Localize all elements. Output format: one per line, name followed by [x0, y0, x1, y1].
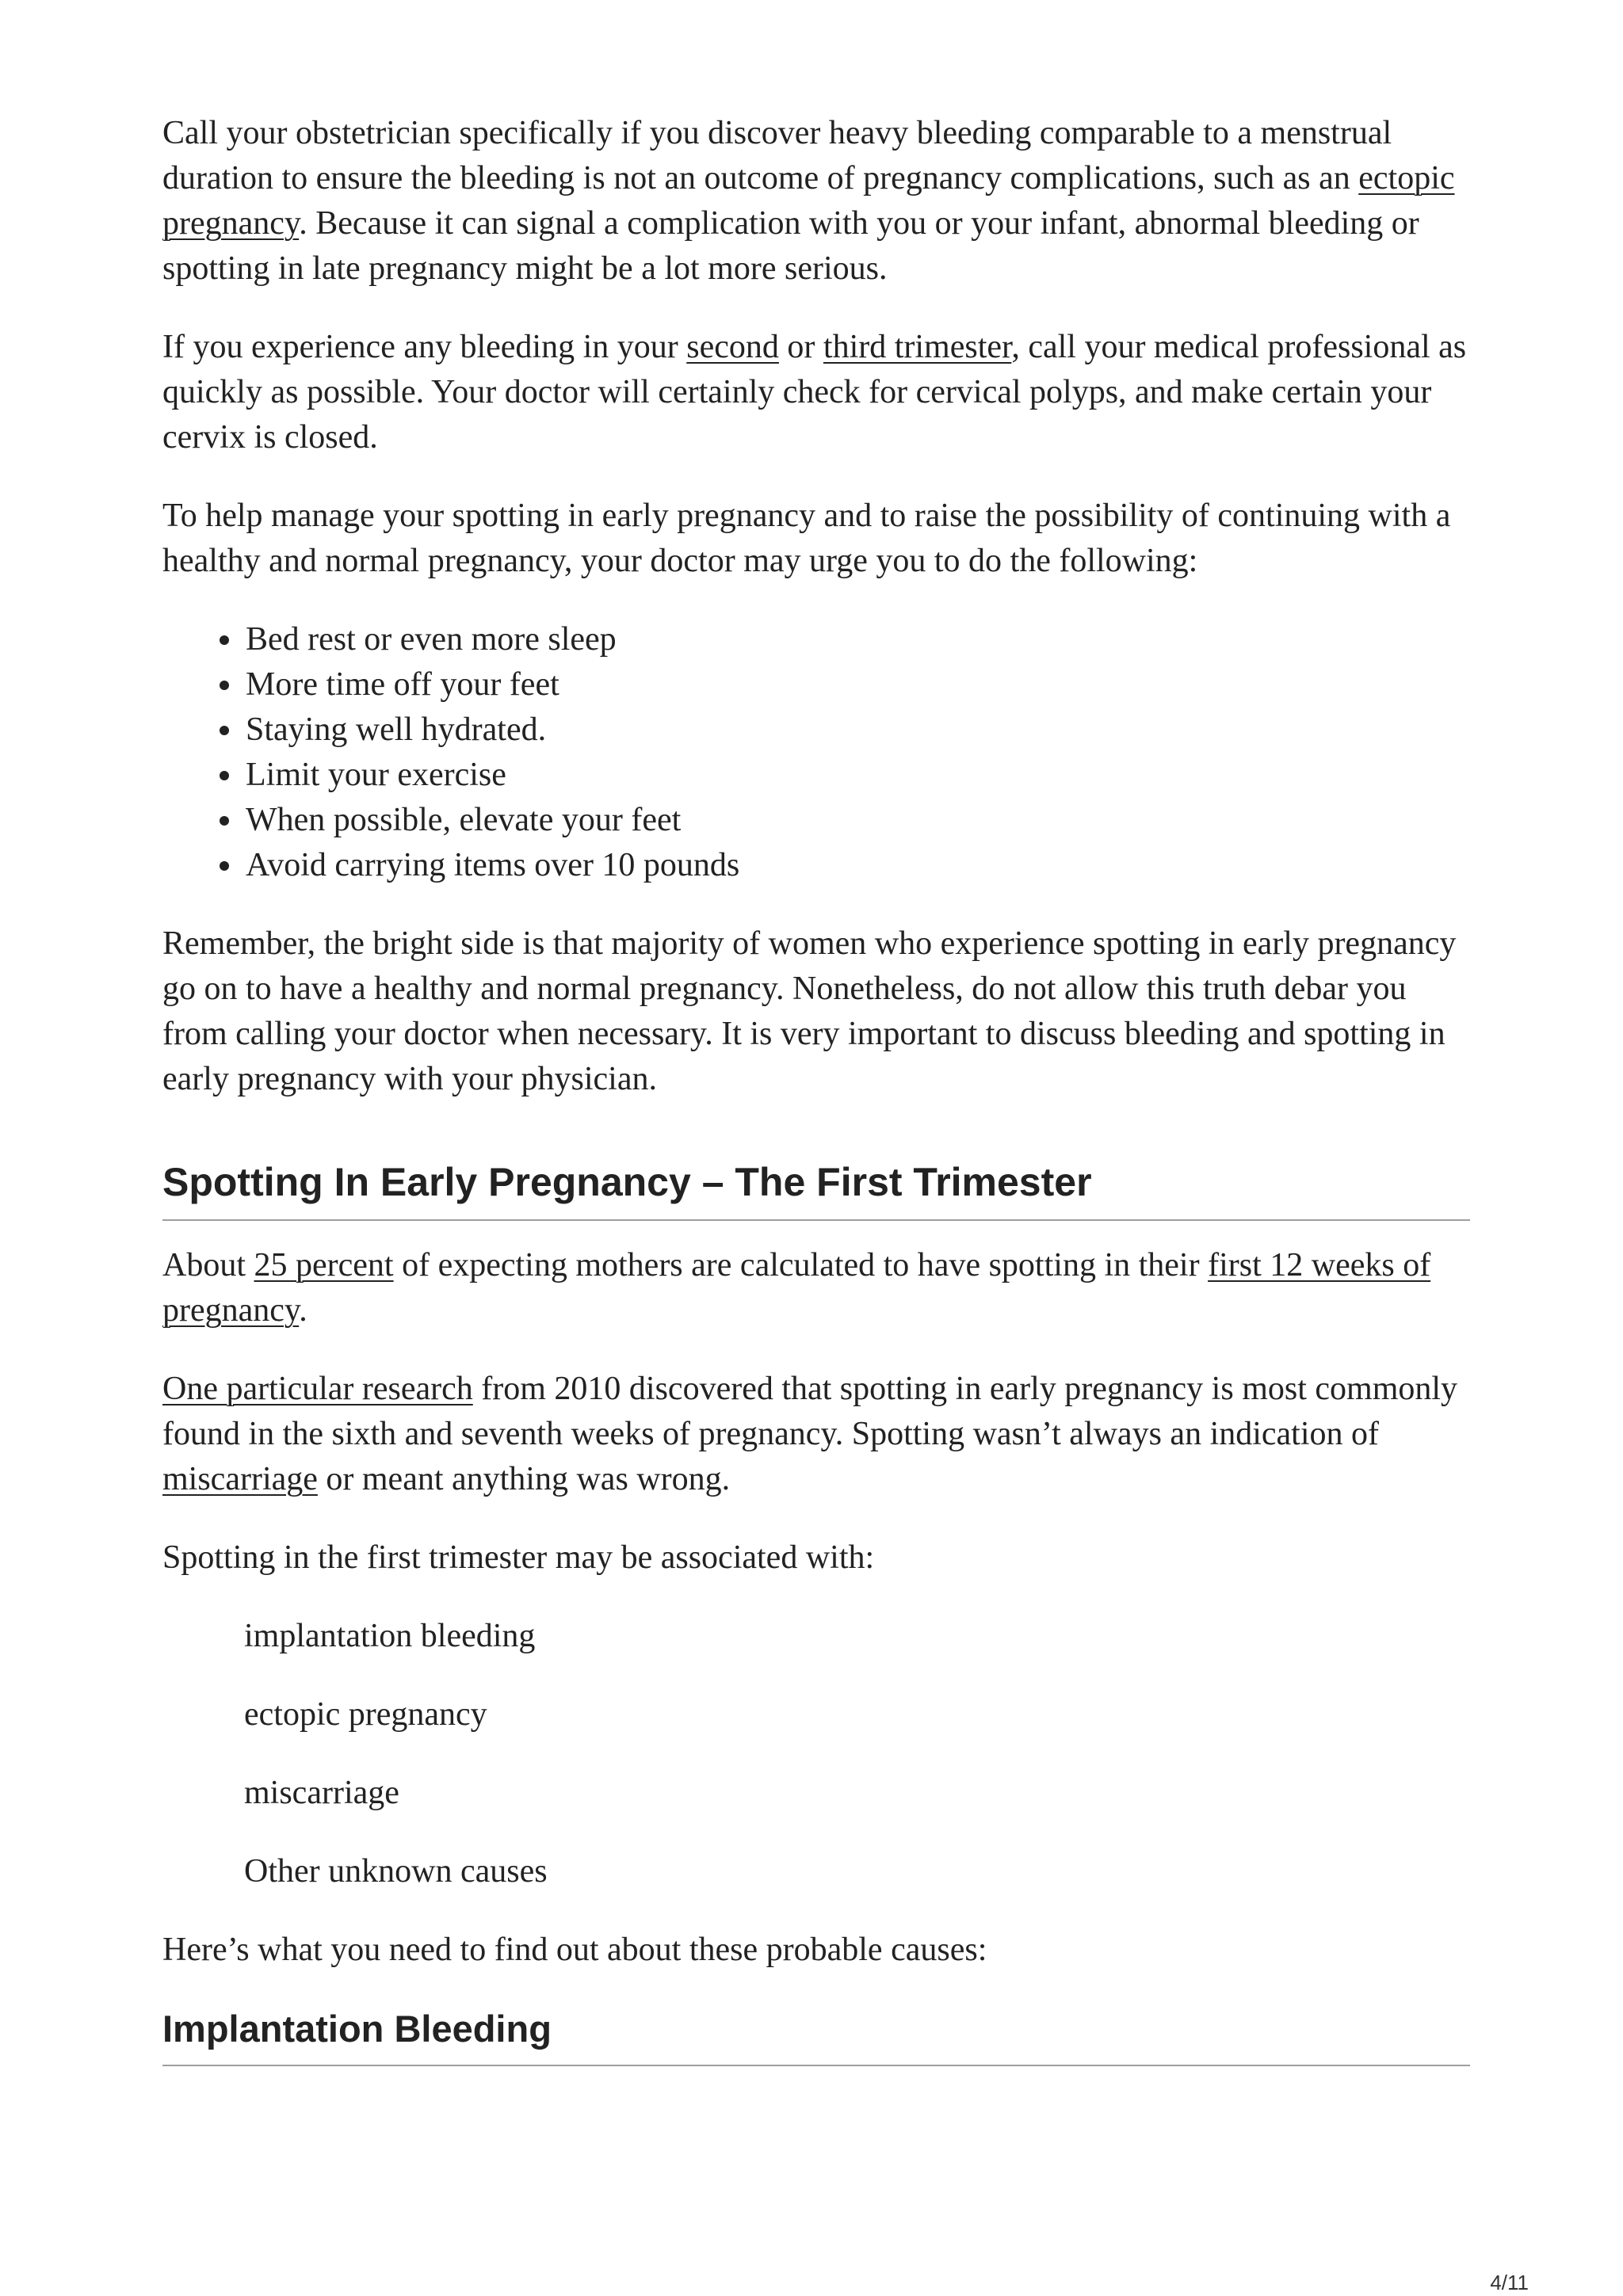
paragraph-25-percent — [162, 1243, 1470, 1333]
section-heading-first-trimester: Spotting In Early Pregnancy – The First Trimester — [162, 1158, 1470, 1221]
paragraph-associated-with: Spotting in the first trimester may be associated with: — [162, 1539, 875, 1576]
paragraph-manage-spotting: To help manage your spotting in early pregnancy and to raise the possibility of continuing with a healthy and normal pregnancy, your doctor may urge you to do the following: — [162, 498, 1451, 579]
paragraph-probable-causes: Here’s what you need to find out about these probable causes: — [162, 1932, 987, 1968]
bullet-list-recommendations — [162, 617, 1470, 888]
paragraph-second-third-trimester — [162, 325, 1470, 460]
text-run: . — [299, 1292, 307, 1329]
list-item: • Bed rest or even more sleep — [244, 617, 1470, 662]
text-run: If you experience any bleeding in your — [162, 329, 687, 365]
text-run: of expecting mothers are calculated to have spotting in their — [393, 1247, 1209, 1283]
paragraph-bright-side: Remember, the bright side is that majority of women who experience spotting in early pregnancy go on to have a healthy and normal pregnancy. Nonetheless, do not allow this truth debar you from calling your doctor when necessary. It is very important to discuss bleeding and spotting in early pregnancy with your physician. — [162, 925, 1457, 1097]
subsection-heading-implantation-bleeding: Implantation Bleeding — [162, 2006, 1470, 2066]
text-run: or — [778, 329, 823, 365]
list-item: • Limit your exercise — [244, 753, 1470, 798]
text-run: from 2010 discovered that spotting in early pregnancy is most commonly found in the sixth and seventh weeks of pregnancy. Spotting wasn’t always an indication of — [162, 1371, 1458, 1452]
text-run: About — [162, 1247, 254, 1283]
link-25-percent[interactable]: 25 percent — [254, 1247, 394, 1283]
list-item: • Staying well hydrated. — [244, 707, 1470, 753]
text-run: , call your medical professional as quickly as possible. Your doctor will certainly check for cervical polyps, and make certain your cervix is closed. — [162, 329, 1467, 456]
link-second[interactable]: second — [686, 329, 779, 365]
causes-list — [162, 1614, 1470, 1894]
list-item: ectopic pregnancy — [244, 1696, 487, 1733]
text-run: . Because it can signal a complication with you or your infant, abnormal bleeding or spotting in late pregnancy might be a lot more serious. — [162, 205, 1419, 287]
document-page — [162, 111, 1470, 2082]
link-miscarriage[interactable]: miscarriage — [162, 1461, 318, 1497]
text-run: Call your obstetrician specifically if you discover heavy bleeding comparable to a menstrual duration to ensure the bleeding is not an outcome of pregnancy complications, such as an — [162, 115, 1392, 196]
page-number: 4/11 — [1490, 2271, 1529, 2294]
paragraph-call-obstetrician — [162, 111, 1470, 292]
paragraph-research-2010 — [162, 1367, 1470, 1502]
list-item: • Avoid carrying items over 10 pounds — [244, 843, 1470, 888]
link-one-particular-research[interactable]: One particular research — [162, 1371, 473, 1407]
link-ectopic-pregnancy[interactable]: ectopic pregnancy — [162, 160, 1455, 242]
list-item: • More time off your feet — [244, 662, 1470, 707]
link-third-trimester[interactable]: third trimester — [823, 329, 1012, 365]
list-item: miscarriage — [244, 1775, 399, 1811]
list-item: • When possible, elevate your feet — [244, 798, 1470, 843]
list-item: implantation bleeding — [244, 1618, 536, 1654]
list-item: Other unknown causes — [244, 1853, 548, 1890]
link-first-12-weeks[interactable]: first 12 weeks of pregnancy — [162, 1247, 1431, 1329]
text-run: or meant anything was wrong. — [317, 1461, 731, 1497]
